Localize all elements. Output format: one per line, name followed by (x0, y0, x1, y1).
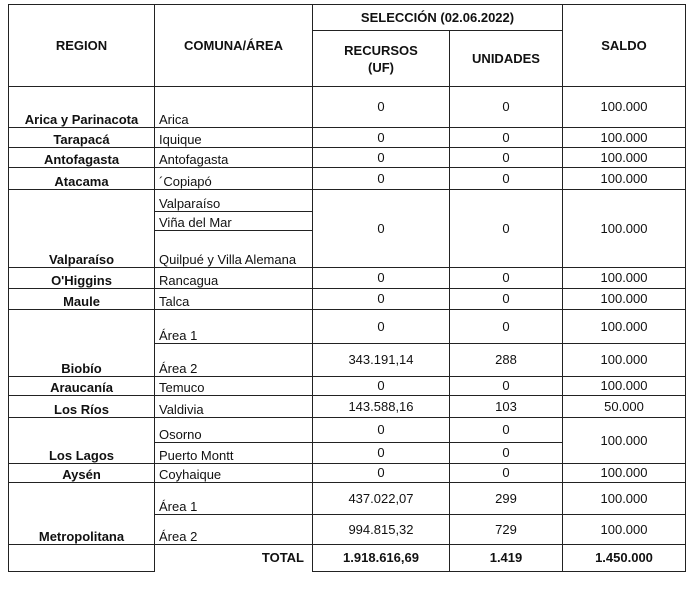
unidades-cell: 0 (450, 190, 563, 268)
table-row (9, 464, 686, 483)
unidades-cell: 0 (450, 464, 563, 483)
saldo-cell: 100.000 (563, 515, 686, 545)
table-row (9, 483, 686, 515)
table-row (9, 190, 686, 212)
unidades-cell: 729 (450, 515, 563, 545)
comuna-cell: Iquique (155, 128, 313, 148)
recursos-cell: 0 (313, 190, 450, 268)
recursos-cell: 0 (313, 464, 450, 483)
region-cell: Biobío (9, 310, 155, 377)
recursos-cell: 0 (313, 168, 450, 190)
region-cell: O'Higgins (9, 268, 155, 289)
region-cell: Los Lagos (9, 418, 155, 464)
comuna-cell: Talca (155, 289, 313, 310)
recursos-cell: 143.588,16 (313, 396, 450, 418)
table-row (9, 87, 686, 128)
recursos-cell: 0 (313, 87, 450, 128)
header-seleccion: SELECCIÓN (02.06.2022) (313, 5, 563, 31)
unidades-cell: 0 (450, 168, 563, 190)
header-unidades: UNIDADES (450, 31, 563, 87)
unidades-cell: 288 (450, 344, 563, 377)
table-row (9, 268, 686, 289)
saldo-cell: 100.000 (563, 190, 686, 268)
recursos-cell: 0 (313, 148, 450, 168)
recursos-cell: 0 (313, 289, 450, 310)
recursos-cell: 0 (313, 310, 450, 344)
saldo-cell: 100.000 (563, 310, 686, 344)
table-row (9, 128, 686, 148)
total-unidades: 1.419 (450, 545, 563, 572)
header-region: REGION (9, 5, 155, 87)
comuna-cell: Viña del Mar (155, 212, 313, 231)
saldo-cell: 100.000 (563, 87, 686, 128)
comuna-cell: Área 1 (155, 483, 313, 515)
seleccion-table (8, 4, 686, 572)
recursos-cell: 0 (313, 128, 450, 148)
saldo-cell: 100.000 (563, 289, 686, 310)
unidades-cell: 0 (450, 289, 563, 310)
comuna-cell: Arica (155, 87, 313, 128)
total-recursos: 1.918.616,69 (313, 545, 450, 572)
comuna-cell: Coyhaique (155, 464, 313, 483)
unidades-cell: 0 (450, 418, 563, 443)
unidades-cell: 0 (450, 148, 563, 168)
recursos-cell: 0 (313, 377, 450, 396)
comuna-cell: Antofagasta (155, 148, 313, 168)
region-cell: Antofagasta (9, 148, 155, 168)
saldo-cell: 50.000 (563, 396, 686, 418)
comuna-cell: Osorno (155, 418, 313, 443)
saldo-cell: 100.000 (563, 464, 686, 483)
saldo-cell: 100.000 (563, 418, 686, 464)
unidades-cell: 299 (450, 483, 563, 515)
table-row (9, 148, 686, 168)
comuna-cell: Puerto Montt (155, 443, 313, 464)
recursos-cell: 994.815,32 (313, 515, 450, 545)
unidades-cell: 0 (450, 128, 563, 148)
header-recursos: RECURSOS (UF) (313, 31, 450, 87)
comuna-cell: Quilpué y Villa Alemana (155, 231, 313, 268)
region-cell: Los Ríos (9, 396, 155, 418)
total-label: TOTAL (261, 550, 304, 566)
total-saldo: 1.450.000 (563, 545, 686, 572)
header-saldo: SALDO (563, 5, 686, 87)
saldo-cell: 100.000 (563, 483, 686, 515)
comuna-cell: ´Copiapó (155, 168, 313, 190)
table-row (9, 418, 686, 443)
region-cell: Araucanía (9, 377, 155, 396)
comuna-cell: Temuco (155, 377, 313, 396)
unidades-cell: 0 (450, 377, 563, 396)
region-cell: Valparaíso (9, 190, 155, 268)
recursos-cell: 437.022,07 (313, 483, 450, 515)
saldo-cell: 100.000 (563, 377, 686, 396)
unidades-cell: 0 (450, 268, 563, 289)
unidades-cell: 103 (450, 396, 563, 418)
saldo-cell: 100.000 (563, 168, 686, 190)
comuna-cell: Valparaíso (155, 190, 313, 212)
comuna-cell: Valdivia (155, 396, 313, 418)
region-cell: Aysén (9, 464, 155, 483)
recursos-cell: 0 (313, 418, 450, 443)
saldo-cell: 100.000 (563, 148, 686, 168)
header-comuna: COMUNA/ÁREA (155, 5, 313, 87)
recursos-cell: 0 (313, 268, 450, 289)
comuna-cell: Rancagua (155, 268, 313, 289)
unidades-cell: 0 (450, 443, 563, 464)
recursos-cell: 343.191,14 (313, 344, 450, 377)
recursos-cell: 0 (313, 443, 450, 464)
region-cell: Tarapacá (9, 128, 155, 148)
table-row (9, 168, 686, 190)
table-row (9, 310, 686, 344)
region-cell: Arica y Parinacota (9, 87, 155, 128)
region-cell: Maule (9, 289, 155, 310)
comuna-cell: Área 2 (155, 515, 313, 545)
saldo-cell: 100.000 (563, 128, 686, 148)
saldo-cell: 100.000 (563, 268, 686, 289)
unidades-cell: 0 (450, 87, 563, 128)
comuna-cell: Área 2 (155, 344, 313, 377)
table-row (9, 289, 686, 310)
region-cell: Metropolitana (9, 483, 155, 545)
comuna-cell: Área 1 (155, 310, 313, 344)
saldo-cell: 100.000 (563, 344, 686, 377)
table-row (9, 396, 686, 418)
region-cell: Atacama (9, 168, 155, 190)
unidades-cell: 0 (450, 310, 563, 344)
table-row (9, 377, 686, 396)
